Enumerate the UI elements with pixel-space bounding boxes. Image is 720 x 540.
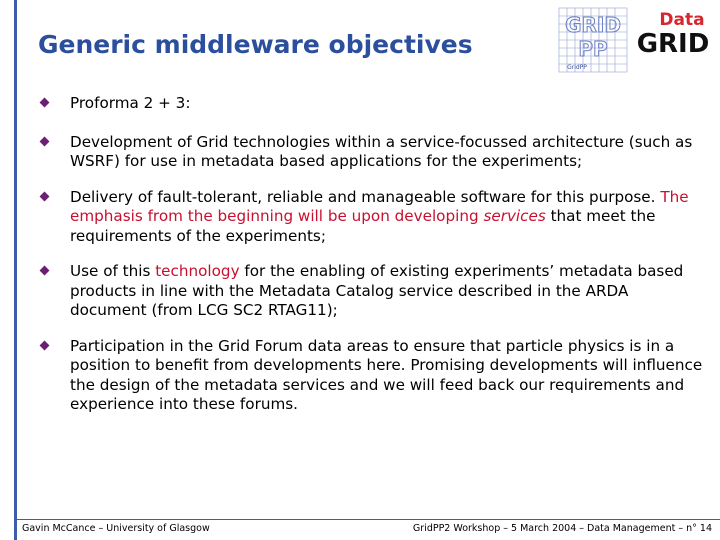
datagrid-logo [630,8,716,56]
slide-title: Generic middleware objectives [38,30,473,59]
bullet-text: Delivery of fault-tolerant, reliable and manageable software for this purpose. [70,187,661,206]
footer-event: GridPP2 Workshop – 5 March 2004 – Data Management – n° 14 [412,523,712,534]
bullet-text: for the enabling of existing experiments’ metadata based products in line with the Metadata Catalog service described in the ARDA document (from LCG SC2 RTAG11); [70,262,684,319]
bullet-diamond-icon [40,136,50,146]
bullet-item [38,133,708,172]
gridpp-logo-label: GridPP [567,64,587,71]
bullet-diamond-icon [40,98,50,108]
bullet-emphasis-italic-text: services [483,207,546,225]
bullet-emphasis-text: technology [155,262,240,280]
datagrid-logo-bottom: GRID [636,29,710,56]
bullet-item [38,188,708,247]
bullet-text: Proforma 2 + 3: [70,94,191,112]
gridpp-logo [557,6,629,74]
bullet-list [38,94,708,415]
bullet-diamond-icon [40,191,50,201]
svg-text:GRID: GRID [565,13,621,37]
bullet-emphasis-text: The emphasis from the beginning will be upon developing [70,187,689,225]
bullet-diamond-icon [40,266,50,276]
bullet-item [38,94,708,114]
svg-text:PP: PP [578,37,608,61]
footer-rule [17,519,720,520]
bullet-text: Participation in the Grid Forum data areas to ensure that particle physics is in a position to benefit from developments here. Promising developments will influence the design of the metadata services and we will feed back our requirements and experience into these forums. [70,336,703,413]
footer-author: Gavin McCance – University of Glasgow [22,523,210,534]
datagrid-logo-top: Data [659,10,705,30]
bullet-text: Use of this [70,262,156,280]
bullet-text: Development of Grid technologies within a service-focussed architecture (such as WSRF) for use in metadata based applications for the experiments; [70,132,693,170]
bullet-item [38,262,708,321]
bullet-text: that meet the requirements of the experiments; [70,207,656,245]
bullet-diamond-icon [40,340,50,350]
left-accent-bar [14,0,17,540]
bullet-item [38,337,708,415]
